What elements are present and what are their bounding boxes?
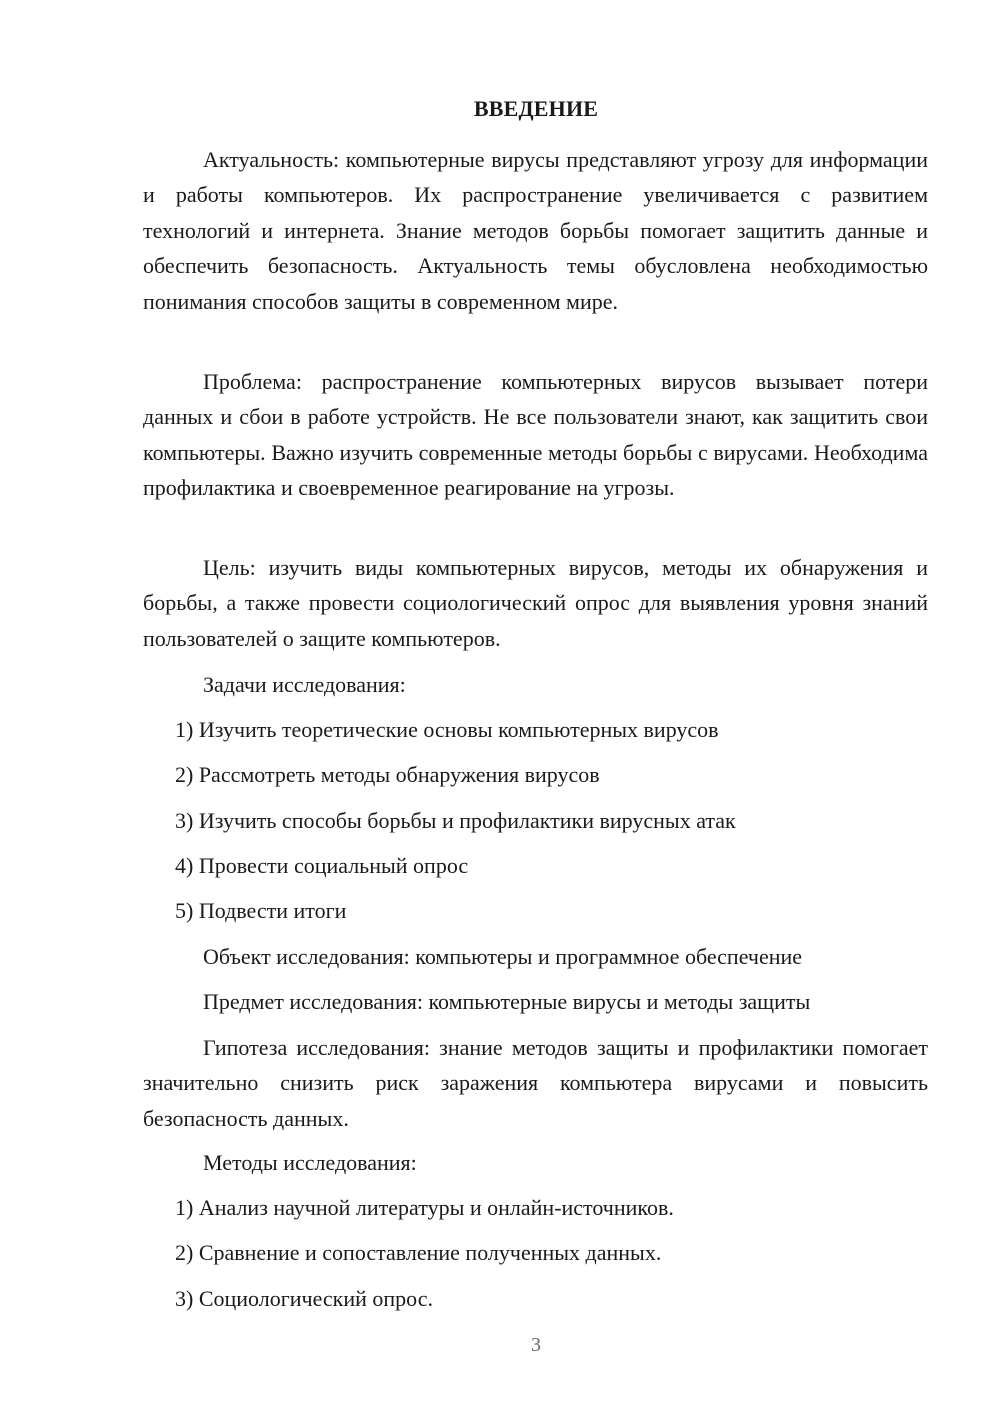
- paragraph-goal: Цель: изучить виды компьютерных вирусов, методы их обнаружения и борьбы, а также провести социологический опрос для выявления уровня знаний пользователей о защите компьютеров.: [143, 555, 928, 651]
- research-object: Объект исследования: компьютеры и программное обеспечение: [203, 944, 803, 969]
- method-item: 2) Сравнение и сопоставление полученных данных.: [175, 1240, 662, 1265]
- research-subject: Предмет исследования: компьютерные вирусы и методы защиты: [203, 989, 811, 1014]
- tasks-heading: Задачи исследования:: [203, 672, 406, 697]
- task-item: 5) Подвести итоги: [175, 898, 347, 923]
- method-item: 3) Социологический опрос.: [175, 1286, 433, 1311]
- task-item: 2) Рассмотреть методы обнаружения вирусов: [175, 762, 600, 787]
- paragraph-problem: Проблема: распространение компьютерных вирусов вызывает потери данных и сбои в работе устройств. Не все пользователи знают, как защитить свои компьютеры. Важно изучить современные методы борьбы с вирусами. Необходима профилактика и своевременное реагирование на угрозы.: [143, 369, 928, 501]
- section-title: ВВЕДЕНИЕ: [473, 96, 599, 121]
- task-item: 3) Изучить способы борьбы и профилактики вирусных атак: [175, 808, 736, 833]
- page-number: 3: [531, 1334, 541, 1356]
- paragraph-relevance: Актуальность: компьютерные вирусы представляют угрозу для информации и работы компьютеров. Их распространение увеличивается с развитием технологий и интернета. Знание методов борьбы помогает защитить данные и обеспечить безопасность. Актуальность темы обусловлена необходимостью понимания способов защиты в современном мире.: [143, 147, 928, 314]
- methods-heading: Методы исследования:: [203, 1150, 417, 1175]
- method-item: 1) Анализ научной литературы и онлайн-источников.: [175, 1195, 674, 1220]
- task-item: 4) Провести социальный опрос: [175, 853, 469, 878]
- task-item: 1) Изучить теоретические основы компьютерных вирусов: [175, 717, 719, 742]
- paragraph-hypothesis: Гипотеза исследования: знание методов защиты и профилактики помогает значительно снизить риск заражения компьютера вирусами и повысить безопасность данных.: [143, 1035, 928, 1131]
